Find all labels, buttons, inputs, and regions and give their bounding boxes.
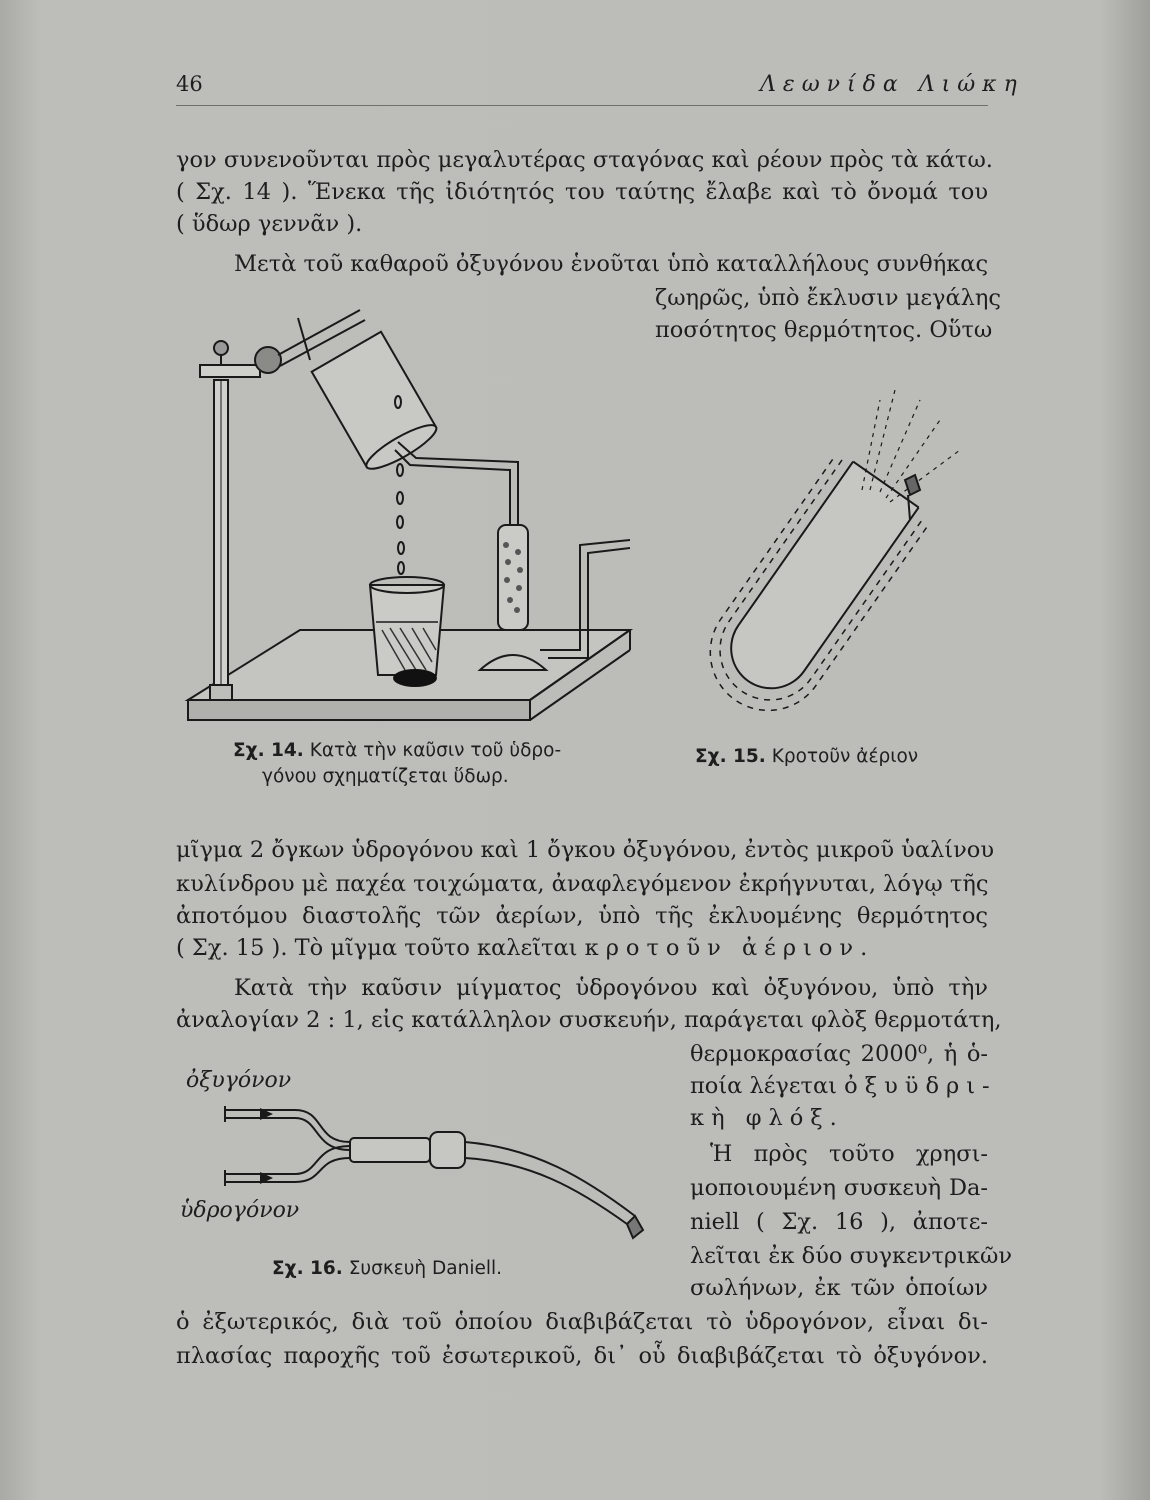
text-line: μῖγμα 2 ὄγκων ὑδρογόνου καὶ 1 ὄγκου ὀξυγόνου, ἐντὸς μικροῦ ὑαλίνου <box>176 837 995 863</box>
figure-15-number: Σχ. 15. <box>695 746 766 767</box>
text-line <box>176 934 874 962</box>
figure-14-drawing <box>180 300 640 740</box>
figure-14-caption-line1: Κατὰ τὴν καῦσιν τοῦ ὑδρο- <box>309 740 562 761</box>
text-line: Μετὰ τοῦ καθαροῦ ὀξυγόνου ἑνοῦται ὑπὸ καταλλήλους συνθήκας <box>234 251 989 277</box>
text-line: κυλίνδρου μὲ παχέα τοιχώματα, ἀναφλεγόμενον ἐκρήγνυται, λόγῳ τῆς <box>176 871 989 897</box>
text-line: ( ὕδωρ γεννᾶν ). <box>176 211 363 237</box>
text-line: Κατὰ τὴν καῦσιν μίγματος ὑδρογόνου καὶ ὀξυγόνου, ὑπὸ τὴν <box>234 975 988 1001</box>
text-segment: ( Σχ. 15 ). Τὸ μῖγμα τοῦτο καλεῖται <box>176 935 578 961</box>
label-oxygen: ὀξυγόνον <box>186 1068 292 1093</box>
text-line: ποσότητος θερμότητος. Οὕτω <box>655 317 993 343</box>
figure-14-caption-line2: γόνου σχηματίζεται ὕδωρ. <box>262 766 509 787</box>
text-line: λεῖται ἐκ δύο συγκεντρικῶν <box>690 1243 1013 1269</box>
figure-14-caption <box>233 738 561 764</box>
figure-15-caption-text: Κροτοῦν ἀέριον <box>771 746 919 767</box>
label-hydrogen: ὑδρογόνον <box>180 1198 300 1223</box>
text-line: ( Σχ. 14 ). Ἕνεκα τῆς ἰδιότητός του ταύτης ἔλαβε καὶ τὸ ὄνομά του <box>176 179 988 205</box>
term-oxyhydrogen: ὀξυϋδρι- <box>844 1073 997 1099</box>
figure-16-caption <box>272 1256 502 1282</box>
figure-16-number: Σχ. 16. <box>272 1258 343 1279</box>
text-line: σωλήνων, ἐκ τῶν ὁποίων <box>690 1275 988 1301</box>
text-line: γον συνενοῦνται πρὸς μεγαλυτέρας σταγόνας καὶ ρέουν πρὸς τὰ κάτω. <box>176 147 993 173</box>
text-line: ἀποτόμου διαστολῆς τῶν ἀερίων, ὑπὸ τῆς ἐκλυομένης θερμότητος <box>176 903 988 929</box>
text-line: Ἡ πρὸς τοῦτο χρησι- <box>710 1141 988 1167</box>
figure-15-caption <box>695 744 918 770</box>
running-title: Λεωνίδα Λιώκη <box>760 72 1024 97</box>
term-krotoun-aerion: κροτοῦν ἀέριον. <box>584 935 875 961</box>
text-line: μοποιουμένη συσκευὴ Da- <box>690 1175 988 1201</box>
page-number: 46 <box>176 72 203 96</box>
figure-16-drawing <box>215 1098 665 1248</box>
text-line: κὴ φλόξ. <box>690 1105 844 1131</box>
text-segment: ποία λέγεται <box>690 1073 837 1099</box>
figure-15-drawing <box>690 380 990 720</box>
figure-16-caption-text: Συσκευὴ Daniell. <box>348 1258 503 1279</box>
text-line: ὁ ἐξωτερικός, διὰ τοῦ ὁποίου διαβιβάζεται τὸ ὑδρογόνον, εἶναι δι- <box>176 1309 988 1335</box>
text-line: πλασίας παροχῆς τοῦ ἐσωτερικοῦ, δι᾽ οὗ διαβιβάζεται τὸ ὀξυγόνον. <box>176 1343 988 1369</box>
text-line: ζωηρῶς, ὑπὸ ἔκλυσιν μεγάλης <box>655 285 1002 311</box>
text-line: θερμοκρασίας 2000⁰, ἡ ὁ- <box>690 1041 988 1067</box>
text-line: ἀναλογίαν 2 : 1, εἰς κατάλληλον συσκευήν, παράγεται φλὸξ θερμοτάτη, <box>176 1007 1002 1033</box>
figure-14-number: Σχ. 14. <box>233 740 304 761</box>
text-line <box>690 1072 997 1100</box>
header-rule <box>176 105 988 106</box>
text-line: niell ( Σχ. 16 ), ἀποτε- <box>690 1209 988 1235</box>
